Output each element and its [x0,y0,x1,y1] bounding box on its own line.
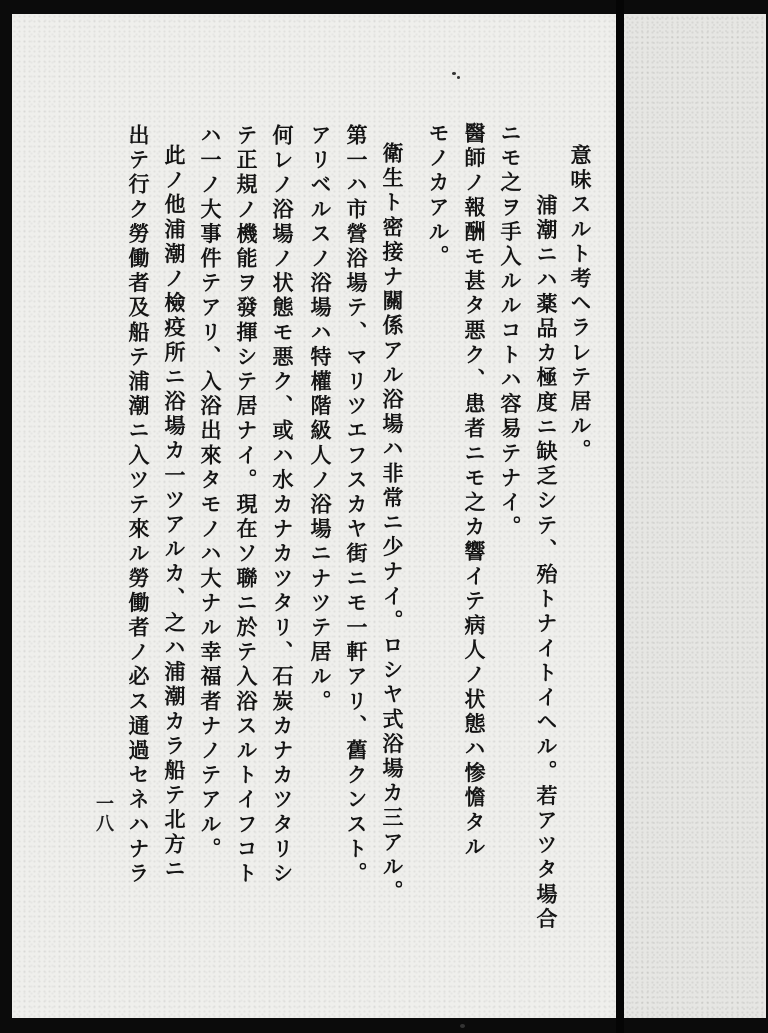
text-column-8: アリベルスノ浴場ハ特權階級人ノ浴場ニナツテ居ル。 [308,124,333,715]
text-column-7: 第一ハ市營浴場テ、マリツエフスカヤ街ニモ一軒アリ、舊クンスト。 [344,124,369,887]
text-column-2: 浦潮ニハ薬品カ極度ニ缺乏シテ、殆トナイトイヘル。若アツタ場合 [534,194,559,932]
text-column-10: テ正規ノ機能ヲ發揮シテ居ナイ。現在ソ聯ニ於テ入浴スルトイフコト [234,124,259,887]
document-page [12,14,616,1018]
scan-speck [452,72,456,75]
scan-speck [457,76,460,79]
text-column-5: モノカアル。 [426,122,451,270]
text-column-12: 此ノ他浦潮ノ檢疫所ニ浴場カ一ツアルカ、之ハ浦潮カラ船テ北方ニ [162,144,187,882]
scan-speck [460,1024,465,1028]
text-column-1: 意味スルト考ヘラレテ居ル。 [568,144,593,464]
facing-page [624,14,766,1018]
text-column-13: 出テ行ク勞働者及船テ浦潮ニ入ツテ來ル勞働者ノ必ス通過セネハナラ [126,124,151,887]
text-column-3: ニモ之ヲ手入ルルコトハ容易テナイ。 [498,122,523,541]
page-gutter [616,0,624,1033]
text-column-9: 何レノ浴場ノ状態モ悪ク、或ハ水カナカツタリ、石炭カナカツタリシ [270,124,295,887]
text-column-11: ハ一ノ大事件テアリ、入浴出來タモノハ大ナル幸福者ナノテアル。 [198,124,223,862]
text-column-6: 衛生ト密接ナ關係アル浴場ハ非常ニ少ナイ。ロシヤ式浴場カ三アル。 [380,142,405,905]
page-number: 一八 [93,794,114,834]
text-column-4: 醫師ノ報酬モ甚タ悪ク、患者ニモ之カ響イテ病人ノ状態ハ惨憺タル [462,122,487,860]
